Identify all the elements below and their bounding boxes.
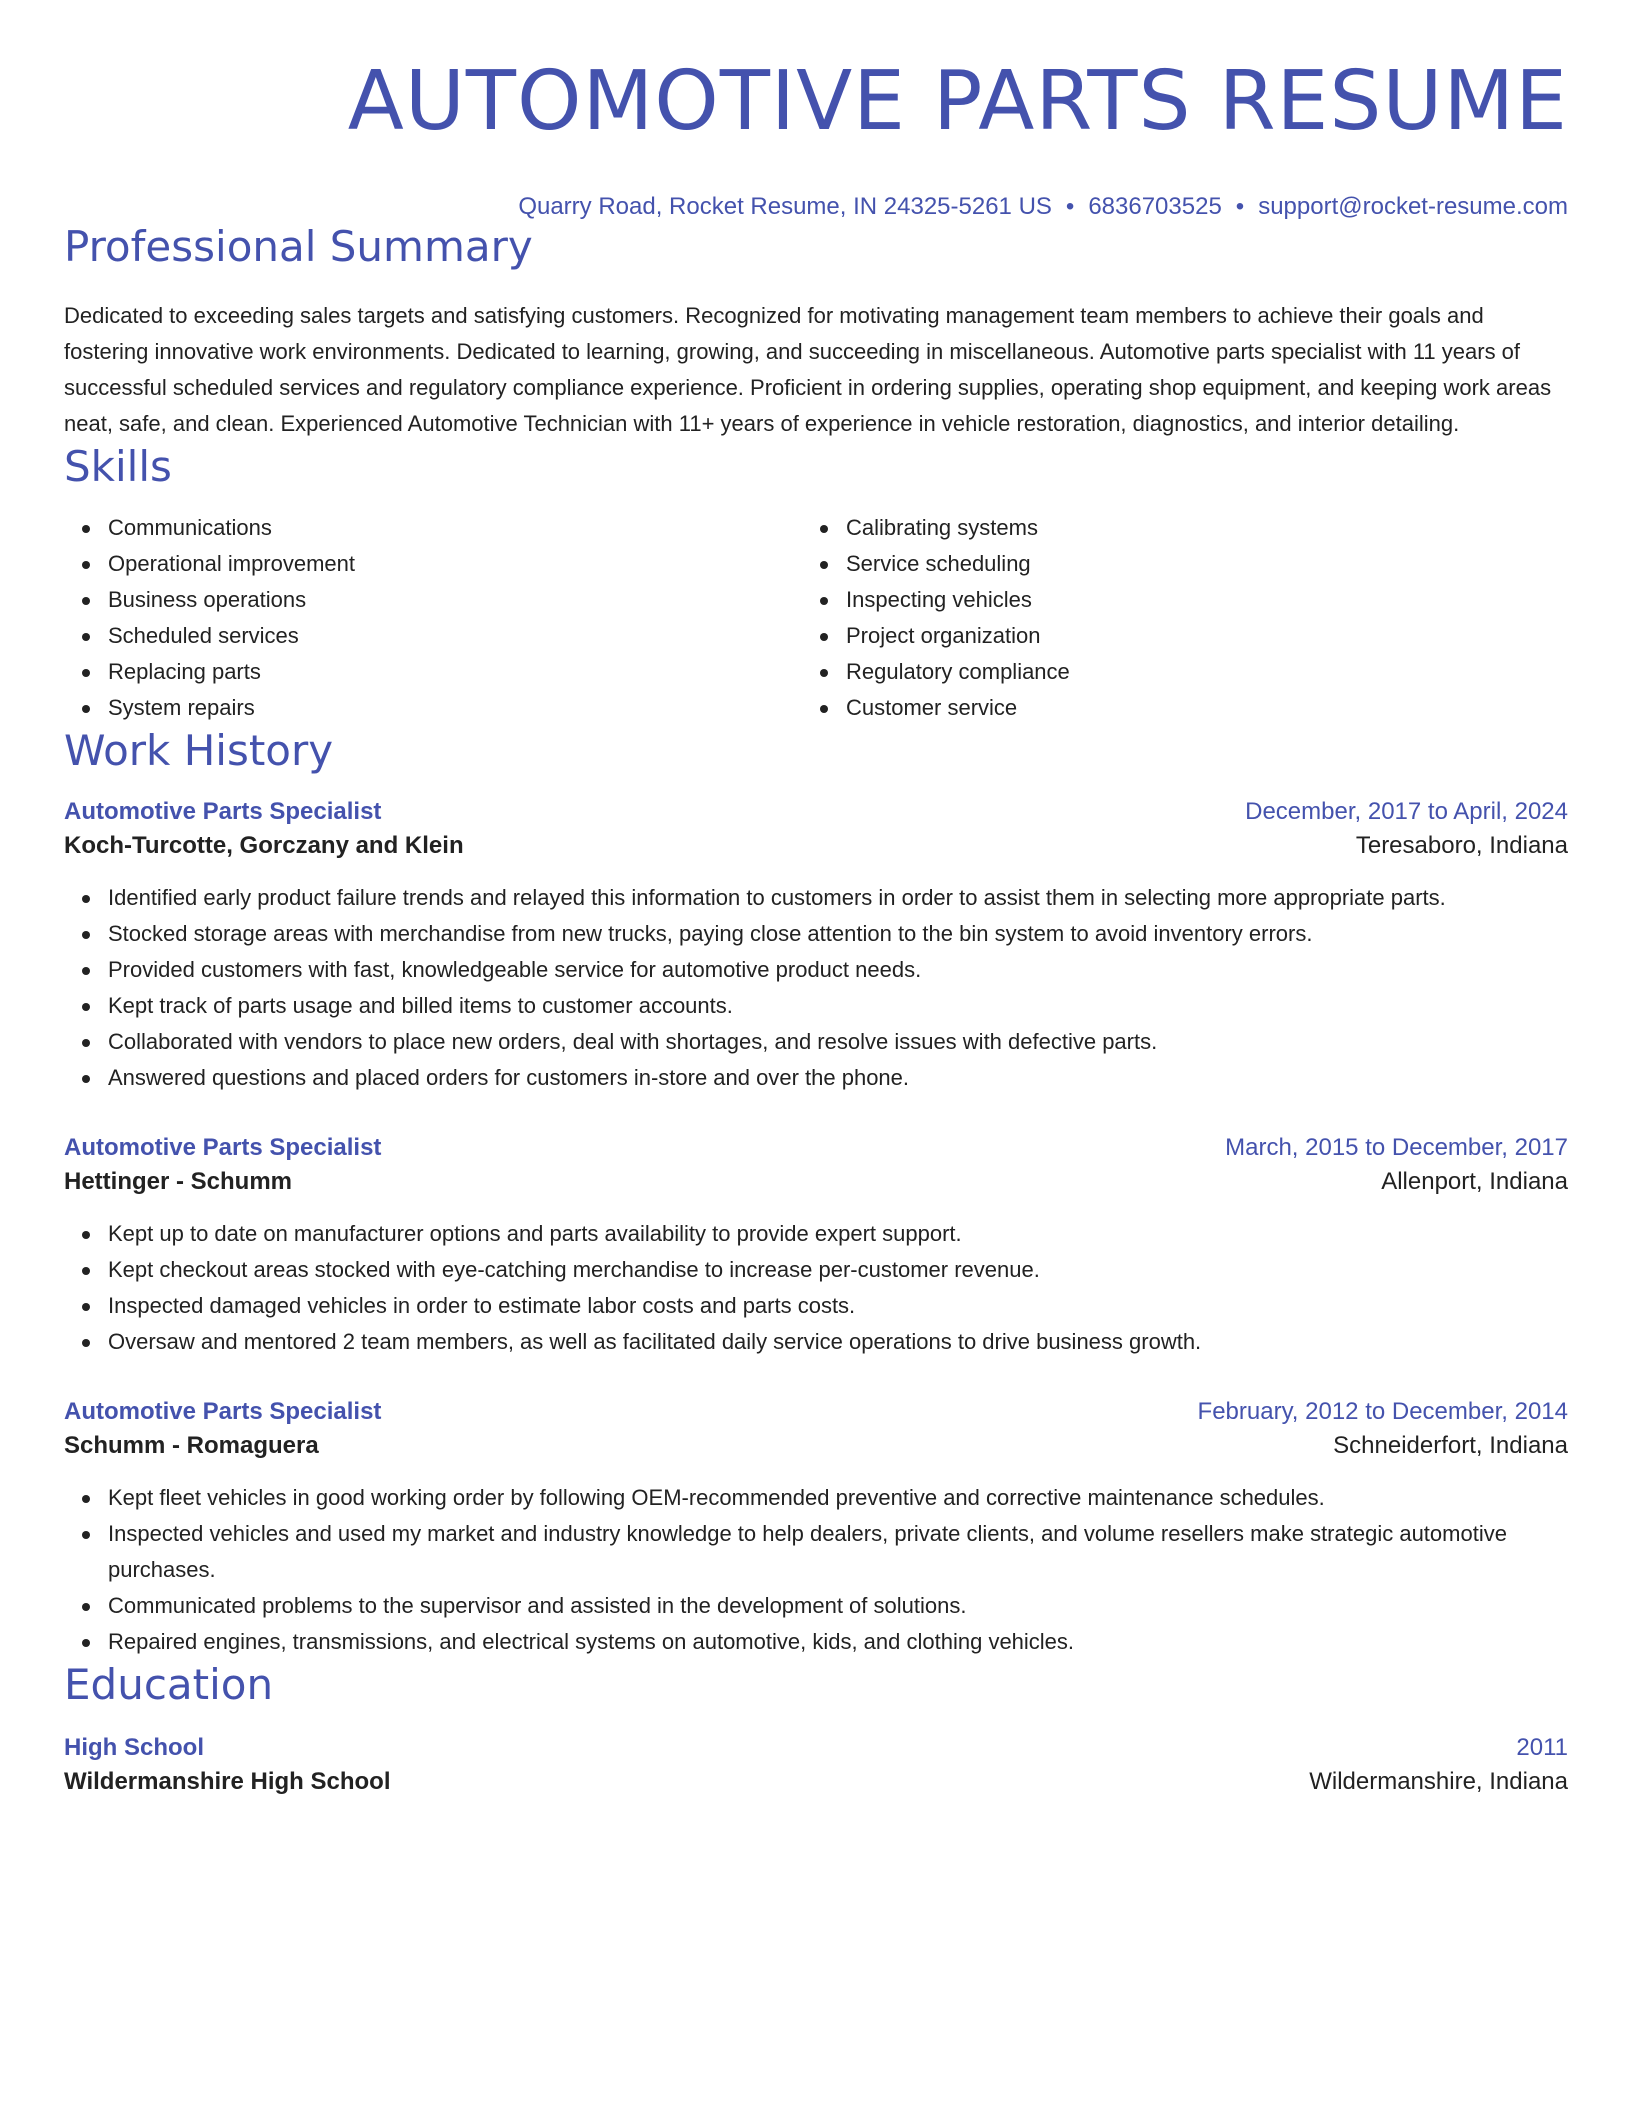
contact-address: Quarry Road, Rocket Resume, IN 24325-5261 US [518,193,1052,220]
contact-email[interactable]: support@rocket-resume.com [1258,193,1568,220]
job-bullet: Communicated problems to the supervisor and assisted in the development of solutions. [108,1588,1568,1624]
skill-item: Communications [108,510,802,546]
job-bullet: Kept checkout areas stocked with eye-catching merchandise to increase per-customer revenue. [108,1252,1568,1288]
job-location: Allenport, Indiana [1381,1168,1568,1195]
contact-separator: • [1235,193,1245,220]
job-bullet: Identified early product failure trends and relayed this information to customers in order to assist them in selecting more appropriate parts. [108,880,1568,916]
education-location: Wildermanshire, Indiana [1309,1768,1568,1795]
skill-item: System repairs [108,690,802,726]
skill-item: Project organization [846,618,1568,654]
job-bullet: Kept fleet vehicles in good working order by following OEM-recommended preventive and corrective maintenance schedules. [108,1480,1568,1516]
skills-column-right [802,510,1568,726]
job-bullets [64,1480,1568,1660]
job-role: Automotive Parts Specialist [64,1398,382,1425]
skill-item: Inspecting vehicles [846,582,1568,618]
job-bullet: Repaired engines, transmissions, and electrical systems on automotive, kids, and clothing vehicles. [108,1624,1568,1660]
job-entry [64,796,1568,1096]
job-company: Hettinger - Schumm [64,1168,293,1195]
skill-item: Customer service [846,690,1568,726]
education-year: 2011 [1516,1734,1568,1761]
skill-item: Operational improvement [108,546,802,582]
job-bullets [64,880,1568,1096]
job-bullet: Inspected vehicles and used my market and industry knowledge to help dealers, private clients, and volume resellers make strategic automotive purchases. [108,1516,1568,1588]
job-bullet: Inspected damaged vehicles in order to estimate labor costs and parts costs. [108,1288,1568,1324]
job-bullet: Oversaw and mentored 2 team members, as well as facilitated daily service operations to drive business growth. [108,1324,1568,1360]
job-bullet: Kept track of parts usage and billed items to customer accounts. [108,988,1568,1024]
job-dates: December, 2017 to April, 2024 [1245,798,1568,825]
job-bullet: Provided customers with fast, knowledgeable service for automotive product needs. [108,952,1568,988]
job-location: Teresaboro, Indiana [1355,832,1568,859]
job-location: Schneiderfort, Indiana [1333,1432,1568,1459]
work-history-heading: Work History [64,726,334,775]
skills-list [64,510,1568,726]
summary-text: Dedicated to exceeding sales targets and satisfying customers. Recognized for motivating management team members to achieve their goals and fostering innovative work environments. Dedicated to learning, growing, and succeeding in miscellaneous. Automotive parts specialist with 11 years of successful scheduled services and regulatory compliance experience. Proficient in ordering supplies, operating shop equipment, and keeping work areas neat, safe, and clean. Experienced Automotive Technician with 11+ years of experience in vehicle restoration, diagnostics, and interior detailing. [64,303,1552,436]
skill-item: Service scheduling [846,546,1568,582]
job-company: Koch-Turcotte, Gorczany and Klein [64,832,464,859]
skills-column-left [64,510,802,726]
skills-heading: Skills [64,442,172,491]
contact-separator: • [1065,193,1075,220]
job-bullets [64,1216,1568,1360]
skill-item: Business operations [108,582,802,618]
contact-phone: 6836703525 [1088,193,1222,220]
job-bullet: Kept up to date on manufacturer options and parts availability to provide expert support. [108,1216,1568,1252]
skill-item: Calibrating systems [846,510,1568,546]
resume-title: AUTOMOTIVE PARTS RESUME [347,54,1568,149]
education-heading: Education [64,1660,274,1709]
job-dates: February, 2012 to December, 2014 [1197,1398,1568,1425]
job-role: Automotive Parts Specialist [64,798,382,825]
education-school: Wildermanshire High School [64,1768,391,1795]
job-dates: March, 2015 to December, 2017 [1225,1134,1568,1161]
job-bullet: Collaborated with vendors to place new orders, deal with shortages, and resolve issues with defective parts. [108,1024,1568,1060]
job-role: Automotive Parts Specialist [64,1134,382,1161]
skill-item: Regulatory compliance [846,654,1568,690]
job-entry [64,1132,1568,1360]
skill-item: Scheduled services [108,618,802,654]
job-bullet: Answered questions and placed orders for customers in-store and over the phone. [108,1060,1568,1096]
job-bullet: Stocked storage areas with merchandise from new trucks, paying close attention to the bin system to avoid inventory errors. [108,916,1568,952]
education-entry [64,1732,1568,1800]
job-entry [64,1396,1568,1660]
job-company: Schumm - Romaguera [64,1432,319,1459]
summary-heading: Professional Summary [64,222,533,271]
skill-item: Replacing parts [108,654,802,690]
education-degree: High School [64,1734,204,1761]
contact-line [64,192,1568,222]
